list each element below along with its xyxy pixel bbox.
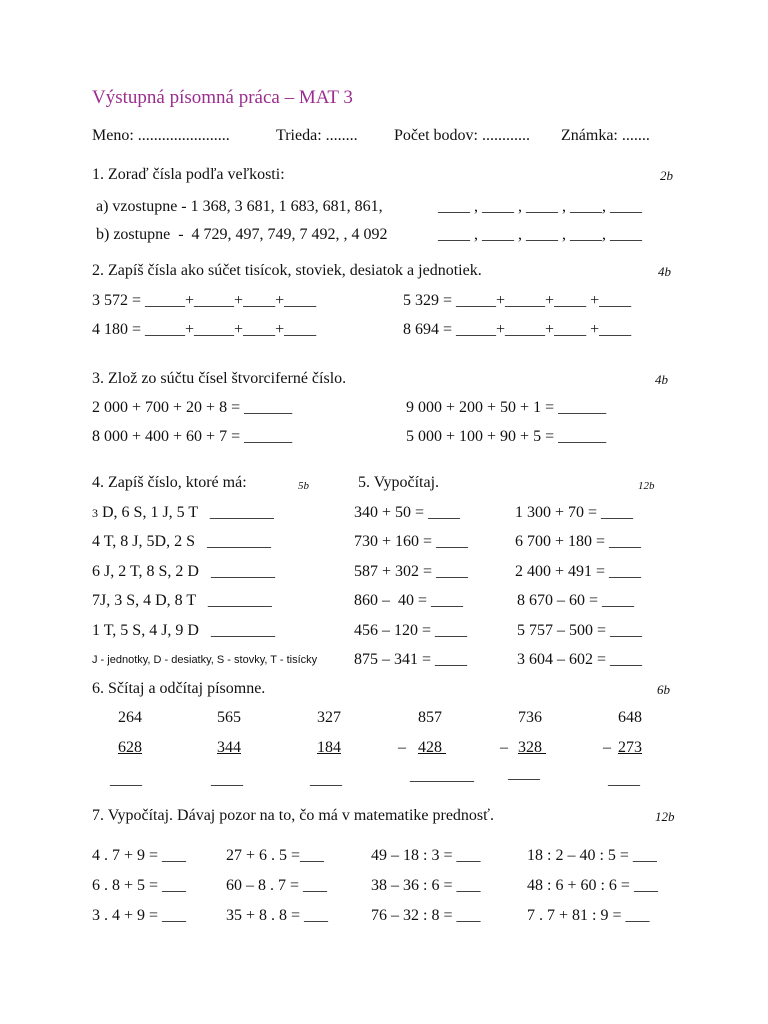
task1-descending: b) zostupne - 4 729, 497, 749, 7 492, , 4 092	[96, 226, 388, 243]
task7-r1-c4: 18 : 2 – 40 : 5 = ___	[527, 847, 657, 864]
task5-a2: 730 + 160 = ____	[354, 533, 469, 550]
task2-left-1: 3 572 = _____+_____+____+____	[92, 292, 317, 309]
task7-r3-c4: 7 . 7 + 81 : 9 = ___	[527, 907, 650, 924]
task4-row-1	[92, 503, 274, 523]
task3-points: 4b	[655, 372, 668, 387]
task5-a4: 860 – 40 = ____	[354, 592, 464, 609]
task4-row-5: 1 T, 5 S, 4 J, 9 D ________	[92, 622, 275, 639]
task5-b3: 2 400 + 491 = ____	[515, 563, 642, 580]
task6-top-4: 857	[418, 709, 442, 726]
task6-result-3: ____	[310, 771, 342, 788]
task3-left-2: 8 000 + 400 + 60 + 7 = ______	[92, 428, 293, 445]
task6-top-1: 264	[118, 709, 142, 726]
task7-r2-c1: 6 . 8 + 5 = ___	[92, 877, 187, 894]
points-field: Počet bodov: ............	[394, 127, 530, 144]
task6-top-6: 648	[618, 709, 642, 726]
task6-bottom-3: 184	[317, 739, 341, 756]
task7-r3-c3: 76 – 32 : 8 = ___	[371, 907, 481, 924]
task7-r1-c2: 27 + 6 . 5 =___	[226, 847, 325, 864]
task5-b1: 1 300 + 70 = ____	[515, 504, 634, 521]
task4-row-4: 7J, 3 S, 4 D, 8 T ________	[92, 592, 272, 609]
task3-right-1: 9 000 + 200 + 50 + 1 = ______	[406, 399, 607, 416]
task7-points: 12b	[655, 809, 675, 824]
task5-b6: 3 604 – 602 = ____	[517, 651, 643, 668]
task6-bottom-6: 273	[618, 739, 642, 756]
task6-minus-5: –	[500, 739, 508, 756]
grade-field: Známka: .......	[561, 127, 650, 144]
task4-row-1-prefix: 3	[92, 506, 98, 520]
task5-a3: 587 + 302 = ____	[354, 563, 469, 580]
task5-points: 12b	[638, 480, 655, 492]
task1-heading: 1. Zoraď čísla podľa veľkosti:	[92, 166, 285, 183]
task6-heading: 6. Sčítaj a odčítaj písomne.	[92, 680, 266, 697]
task7-r1-c1: 4 . 7 + 9 = ___	[92, 847, 187, 864]
task3-right-2: 5 000 + 100 + 90 + 5 = ______	[406, 428, 607, 445]
task6-result-1: ____	[110, 771, 142, 788]
task1-ascending-blanks: ____ , ____ , ____ , ____, ____	[438, 198, 642, 215]
task6-points: 6b	[657, 682, 670, 697]
task5-heading: 5. Vypočítaj.	[358, 474, 440, 491]
task7-r1-c3: 49 – 18 : 3 = ___	[371, 847, 481, 864]
task7-r2-c3: 38 – 36 : 6 = ___	[371, 877, 481, 894]
task2-right-2: 8 694 = _____+_____+____ +____	[403, 321, 632, 338]
task6-bottom-5: 328	[518, 739, 546, 756]
task4-row-3: 6 J, 2 T, 8 S, 2 D ________	[92, 563, 275, 580]
task6-minus-6: –	[603, 739, 611, 756]
task2-heading: 2. Zapíš čísla ako súčet tisícok, stoviek, desiatok a jednotiek.	[92, 262, 482, 279]
name-field: Meno: .......................	[92, 127, 230, 144]
task6-minus-4: –	[398, 739, 406, 756]
task4-heading: 4. Zapíš číslo, ktoré má:	[92, 474, 247, 491]
task7-r3-c2: 35 + 8 . 8 = ___	[226, 907, 329, 924]
task7-r2-c4: 48 : 6 + 60 : 6 = ___	[527, 877, 658, 894]
task3-heading: 3. Zlož zo súčtu čísel štvorciferné číslo.	[92, 370, 347, 387]
class-field: Trieda: ........	[276, 127, 358, 144]
task1-descending-blanks: ____ , ____ , ____ , ____, ____	[438, 226, 642, 243]
task4-points: 5b	[298, 480, 309, 492]
task6-bottom-4: 428	[418, 739, 446, 756]
task7-r3-c1: 3 . 4 + 9 = ___	[92, 907, 187, 924]
task7-r2-c2: 60 – 8 . 7 = ___	[226, 877, 328, 894]
task6-result-5: ____	[508, 765, 540, 782]
task7-heading: 7. Vypočítaj. Dávaj pozor na to, čo má v matematike prednosť.	[92, 807, 494, 824]
task6-result-2: ____	[211, 771, 243, 788]
task6-bottom-2: 344	[217, 739, 241, 756]
task6-top-3: 327	[317, 709, 341, 726]
task4-row-1-text: D, 6 S, 1 J, 5 T ________	[98, 504, 274, 521]
task5-a1: 340 + 50 = ____	[354, 504, 461, 521]
task6-result-6: ____	[608, 771, 640, 788]
task5-b4: 8 670 – 60 = ____	[517, 592, 635, 609]
task6-top-5: 736	[518, 709, 542, 726]
task6-top-2: 565	[217, 709, 241, 726]
task2-left-2: 4 180 = _____+_____+____+____	[92, 321, 317, 338]
task2-points: 4b	[658, 264, 671, 279]
task5-a6: 875 – 341 = ____	[354, 651, 468, 668]
task5-b2: 6 700 + 180 = ____	[515, 533, 642, 550]
page-title: Výstupná písomná práca – MAT 3	[92, 87, 353, 108]
task4-legend: J - jednotky, D - desiatky, S - stovky, T - tisícky	[92, 654, 318, 666]
task1-ascending: a) vzostupne - 1 368, 3 681, 1 683, 681, 861,	[96, 198, 383, 215]
task6-bottom-1: 628	[118, 739, 142, 756]
task6-result-4: ________	[410, 767, 474, 784]
task3-left-1: 2 000 + 700 + 20 + 8 = ______	[92, 399, 293, 416]
task2-right-1: 5 329 = _____+_____+____ +____	[403, 292, 632, 309]
task1-points: 2b	[660, 168, 673, 183]
task5-b5: 5 757 – 500 = ____	[517, 622, 643, 639]
task4-row-2: 4 T, 8 J, 5D, 2 S ________	[92, 533, 271, 550]
task5-a5: 456 – 120 = ____	[354, 622, 468, 639]
